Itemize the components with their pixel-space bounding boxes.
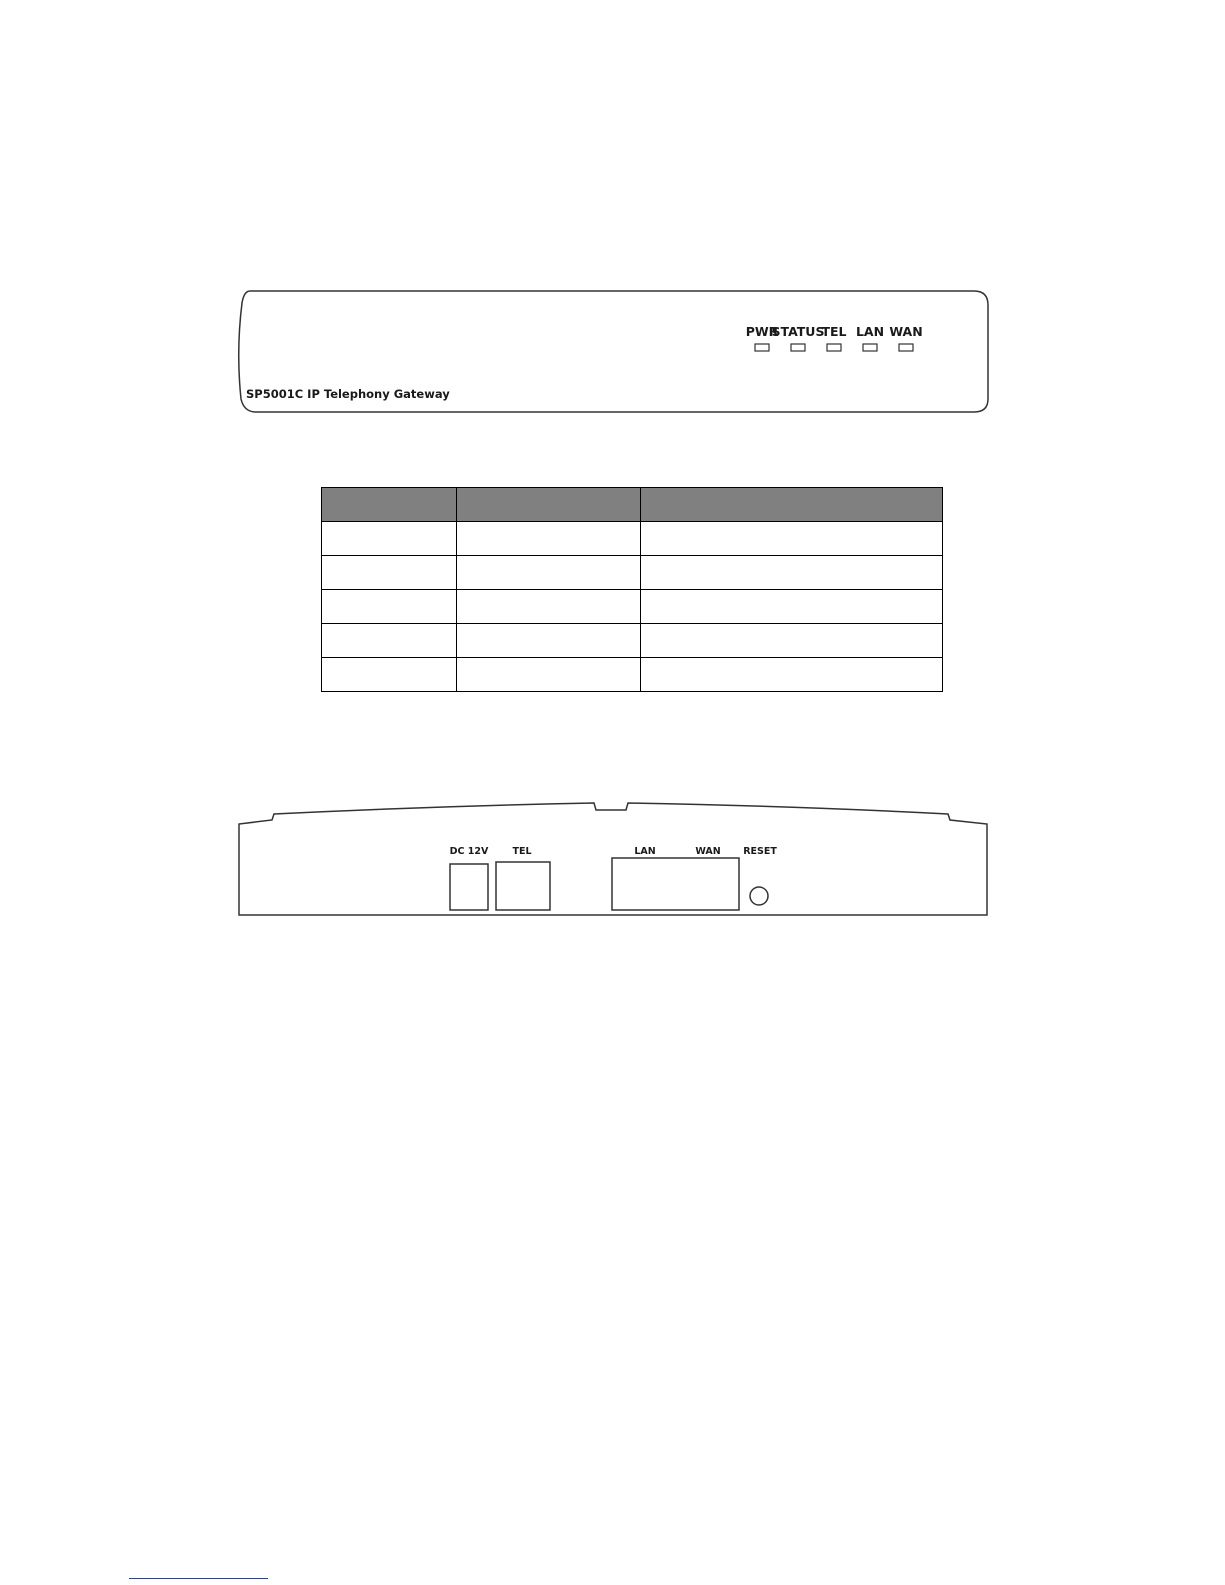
table-cell [641,658,943,692]
led-label-tel: TEL [821,324,847,339]
table-cell [457,556,641,590]
table-cell [457,658,641,692]
table-cell [322,624,457,658]
led-description-table [321,487,943,692]
led-label-status: STATUS [771,324,825,339]
table-cell [641,522,943,556]
tel-port [496,862,550,910]
table-header-cell [457,488,641,522]
port-label-wan: WAN [695,846,721,857]
table-row [322,658,943,692]
table-cell [641,624,943,658]
table-cell [457,624,641,658]
table-cell [641,590,943,624]
table-cell [322,556,457,590]
table-cell [322,590,457,624]
footnote-separator [129,1578,268,1579]
rear-panel-diagram [236,800,992,918]
led-label-wan: WAN [889,324,923,339]
lan-wan-port-block [612,858,739,910]
table-cell [457,590,641,624]
led-indicator-wan [899,344,913,351]
port-label-dc12v: DC 12V [449,846,489,857]
table-header-cell [322,488,457,522]
led-indicator-tel [827,344,841,351]
port-label-lan: LAN [634,846,656,857]
table-header-cell [641,488,943,522]
table-row [322,556,943,590]
port-label-tel: TEL [512,846,532,857]
table-row [322,624,943,658]
table-row [322,590,943,624]
led-indicator-lan [863,344,877,351]
rear-panel-outline [239,803,987,915]
led-label-pwr: PWR [745,324,779,339]
table-cell [322,522,457,556]
led-indicator-pwr [755,344,769,351]
table-header-row [322,488,943,522]
table-cell [322,658,457,692]
front-panel-diagram [236,289,992,415]
table-row [322,522,943,556]
table-cell [457,522,641,556]
dc-power-jack [450,864,488,910]
reset-button [750,887,768,905]
led-label-lan: LAN [855,324,885,339]
port-label-reset: RESET [743,846,777,857]
table-cell [641,556,943,590]
led-indicator-status [791,344,805,351]
product-label: SP5001C IP Telephony Gateway [246,387,450,401]
